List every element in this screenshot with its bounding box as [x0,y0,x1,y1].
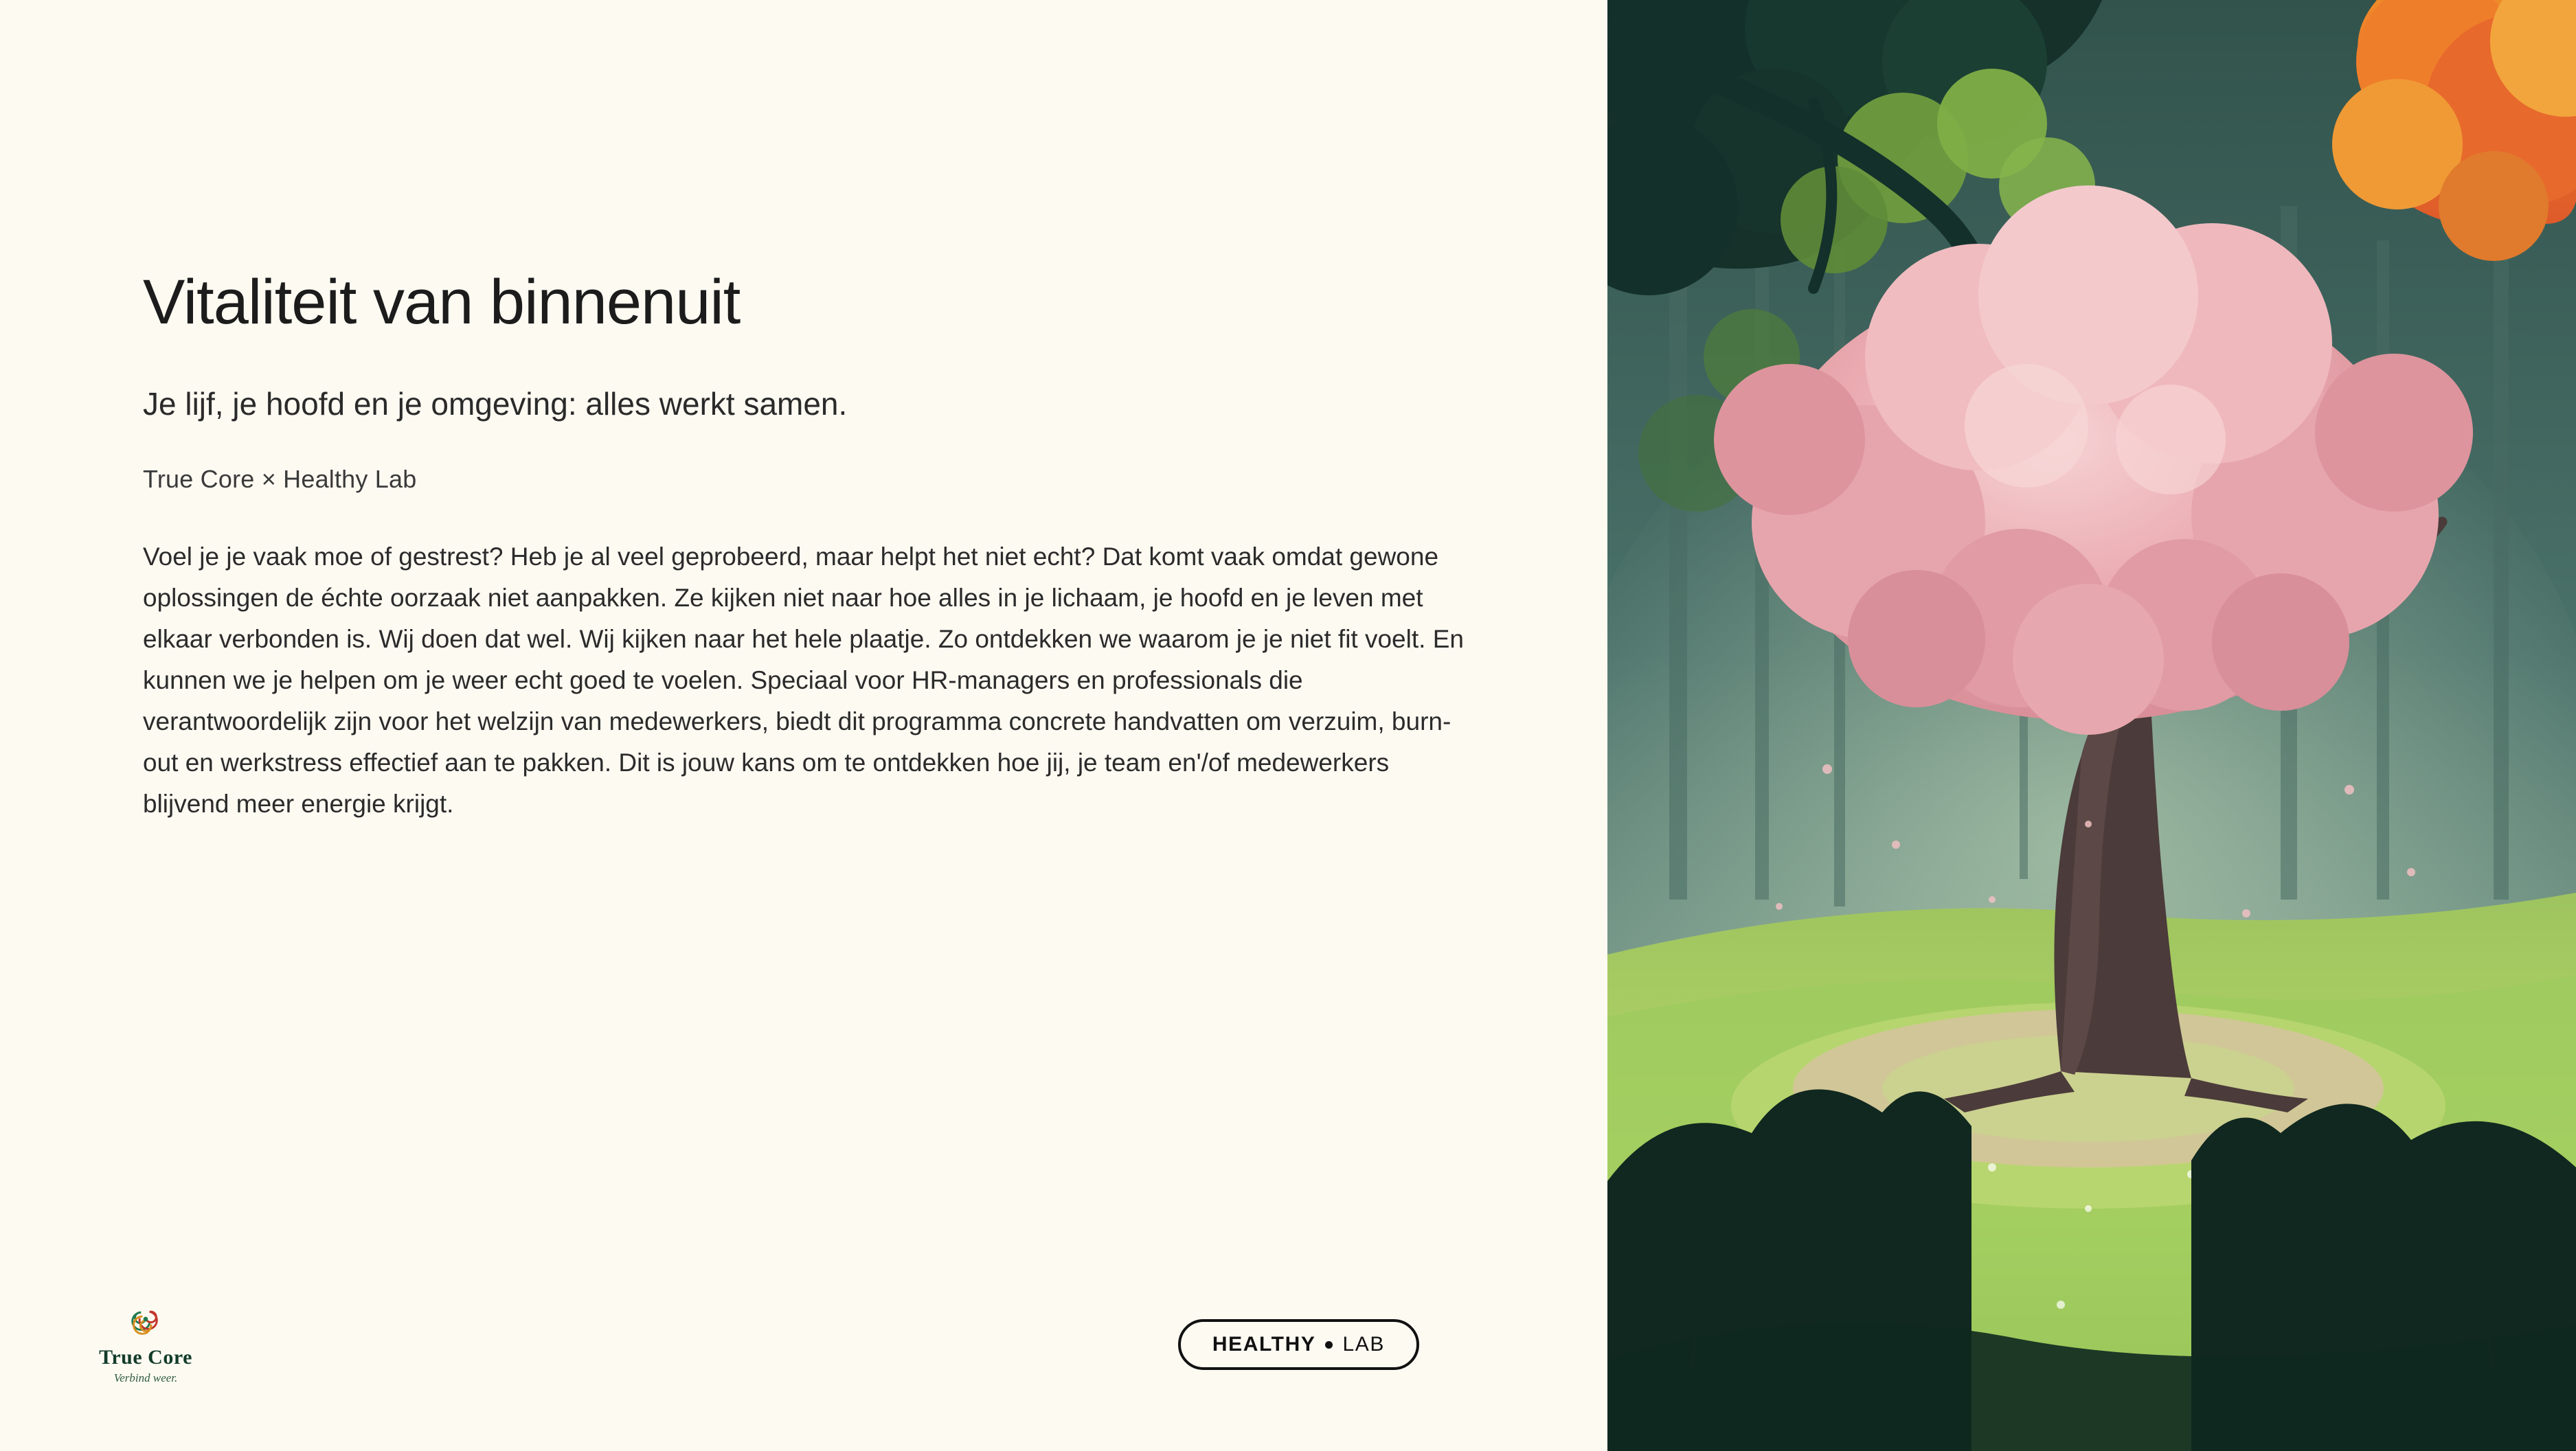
body-paragraph: Voel je je vaak moe of gestrest? Heb je al veel geprobeerd, maar helpt het niet echt? Dat komt vaak omdat gewone oplossingen de échte oorzaak niet aanpakken. Ze kijken niet naar hoe alles in je lichaam, je hoofd en je leven met elkaar verbonden is. Wij doen dat wel. Wij kijken naar het hele plaatje. Zo ontdekken we waarom je je niet fit voelt. En kunnen we je helpen om je weer echt goed te voelen. Speciaal voor HR-managers en professionals die verantwoordelijk zijn voor het welzijn van medewerkers, biedt dit programma concrete handvatten om verzuim, burn-out en werkstress effectief aan te pakken. Dit is jouw kans om te ontdekken hoe jij, je team en'/of medewerkers blijvend meer energie krijgt. [143,542,1464,818]
brand-line: True Core × Healthy Lab [143,464,417,493]
healthy-lab-light: LAB [1342,1333,1385,1356]
artwork-panel [1607,0,2576,1451]
true-core-tagline: Verbind weer. [113,1371,178,1384]
subheadline: Je lijf, je hoofd en je omgeving: alles werkt samen. [143,386,848,422]
healthy-lab-dot-icon [1325,1341,1333,1349]
healthy-lab-strong: HEALTHY [1212,1333,1316,1356]
spiral-triskelion-icon [124,1298,167,1340]
text-block [143,268,1489,825]
true-core-name: True Core [99,1346,192,1369]
true-core-logo [63,1298,228,1385]
cherry-blossom-tree-illustration [1607,0,2576,1451]
page-title: Vitaliteit van binnenuit [143,267,741,337]
healthy-lab-logo [1178,1319,1419,1370]
